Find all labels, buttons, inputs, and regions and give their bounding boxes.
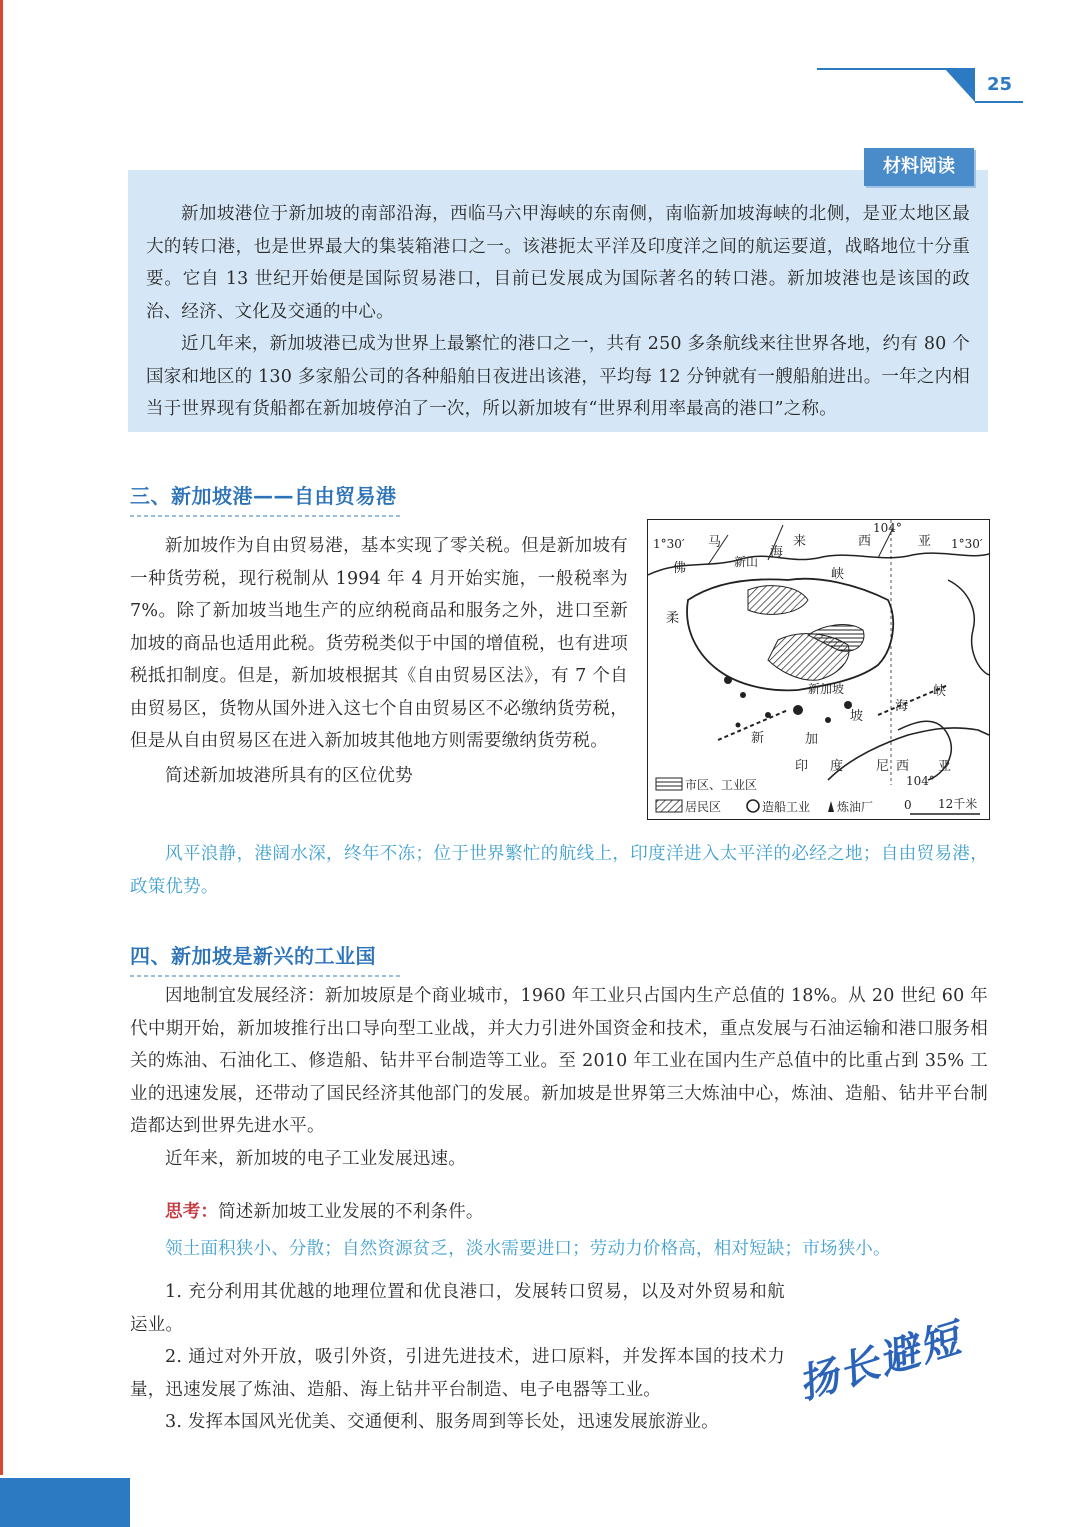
legend-urban-label: 市区、工业区 (685, 778, 758, 792)
bottom-corner-block (0, 1478, 130, 1527)
map-label-ya2: 亚 (938, 759, 952, 774)
map-lon-top: 104° (873, 521, 902, 535)
map-label-rou: 柔 (666, 611, 680, 626)
section-3-question: 简述新加坡港所具有的区位优势 (165, 765, 413, 786)
map-label-singapore: 新加坡 (808, 682, 845, 696)
map-label-po: 坡 (850, 709, 864, 724)
map-label-hai1: 海 (770, 545, 784, 560)
answer-item-1: 1. 充分利用其优越的地理位置和优良港口，发展转口贸易，以及对外贸易和航运业。 (130, 1282, 785, 1335)
malaysia-coastline (648, 553, 989, 575)
map-label-ni: 尼 (876, 759, 890, 774)
legend-residential-swatch (656, 800, 682, 812)
material-reading-box (128, 156, 988, 432)
think-answer: 领土面积狭小、分散；自然资源贫乏，淡水需要进口；劳动力价格高，相对短缺；市场狭小。 (165, 1238, 891, 1259)
map-label-ma: 马 (708, 535, 722, 550)
answer-item-3: 3. 发挥本国风光优美、交通便利、服务周到等长处，迅速发展旅游业。 (165, 1412, 719, 1432)
map-lat-right: 1°30′ (951, 537, 983, 551)
legend-refinery-label: 炼油厂 (837, 800, 874, 814)
legend-shipyard-label: 造船工业 (762, 800, 811, 814)
legend-urban-swatch (656, 778, 682, 790)
legend-residential-label: 居民区 (685, 800, 722, 814)
map-label-ya: 亚 (918, 534, 932, 549)
map-label-xi: 西 (858, 534, 872, 549)
section-4-body (130, 980, 988, 1175)
page-number: 25 (987, 74, 1013, 95)
left-edge-rule (0, 0, 3, 1475)
material-reading-tag: 材料阅读 (864, 148, 974, 186)
map-label-xia1: 峡 (831, 567, 845, 582)
map-label-xia2: 峡 (933, 684, 947, 699)
section-4-paragraph-2: 近年来，新加坡的电子工业发展迅速。 (165, 1148, 466, 1169)
map-label-fo: 佛 (673, 561, 687, 576)
section-3-answer (130, 838, 988, 903)
think-question: 简述新加坡工业发展的不利条件。 (218, 1202, 484, 1222)
map-lon-bottom: 104° (906, 774, 935, 788)
section-4-title: 四、新加坡是新兴的工业国 (130, 940, 400, 977)
map-label-jia: 加 (805, 732, 819, 747)
map-label-lai: 来 (793, 534, 807, 549)
material-paragraph-1: 新加坡港位于新加坡的南部沿海，西临马六甲海峡的东南侧，南临新加坡海峡的北侧，是亚太地区最大的转口港，也是世界最大的集装箱港口之一。该港扼太平洋及印度洋之间的航运要道，战略地位十分重要。它自 13 世纪开始便是国际贸易港口，目前已发展成为国际著名的转口港。新加坡港也是该国的政治、经济、文化及交通的中心。 (146, 204, 970, 322)
singapore-map (647, 519, 990, 820)
scale-km: 12千米 (938, 797, 978, 811)
map-label-hai2: 海 (895, 699, 909, 714)
refinery-icon (828, 801, 834, 812)
map-label-xin: 新 (751, 731, 765, 746)
section-3-paragraph: 新加坡作为自由贸易港，基本实现了零关税。但是新加坡有一种货劳税，现行税制从 1994 年 4 月开始实施，一般税率为 7%。除了新加坡当地生产的应纳税商品和服务之外，进口至新加坡的商品也适用此税。货劳税类似于中国的增值税，也有进项税抵扣制度。但是，新加坡根据其《自由贸易区法》，有 7 个自由贸易区，货物从国外进入这七个自由贸易区不必缴纳货劳税，但是从自由贸易区在进入新加坡其他地方则需要缴纳货劳税。 (130, 536, 628, 751)
think-block (130, 1196, 988, 1265)
shipyard-icon (747, 800, 759, 812)
map-lat-left: 1°30′ (653, 537, 685, 551)
map-label-xinshan: 新山 (734, 555, 759, 569)
answer-item-2: 2. 通过对外开放，吸引外资，引进先进技术，进口原料，并发挥本国的技术力量，迅速发展了炼油、造船、海上钻井平台制造、电子电器等工业。 (130, 1347, 785, 1400)
section-3-answer-text: 风平浪静，港阔水深，终年不冻；位于世界繁忙的航线上，印度洋进入太平洋的必经之地；自由贸易港，政策优势。 (130, 844, 988, 897)
section-4-paragraph-1: 因地制宜发展经济：新加坡原是个商业城市，1960 年工业只占国内生产总值的 18%。从 20 世纪 60 年代中期开始，新加坡推行出口导向型工业战，并大力引进外国资金和技术，重点发展与石油运输和港口服务相关的炼油、石油化工、修造船、钻井平台制造等工业。至 2010 年工业在国内生产总值中的比重占到 35% 工业的迅速发展，还带动了国民经济其他部门的发展。新加坡是世界第三大炼油中心，炼油、造船、钻井平台制造都达到世界先进水平。 (130, 986, 988, 1136)
page-header (815, 66, 1025, 108)
scale-zero: 0 (904, 798, 912, 812)
think-question-line (130, 1196, 988, 1229)
handwritten-stamp: 扬长避短 (792, 1314, 968, 1409)
section-3-title: 三、新加坡港——自由贸易港 (130, 480, 400, 517)
section-3-body (130, 530, 628, 792)
answer-list (130, 1276, 785, 1439)
think-label: 思考： (165, 1202, 219, 1222)
map-label-du: 度 (830, 759, 844, 774)
material-paragraph-2: 近几年来，新加坡港已成为世界上最繁忙的港口之一，共有 250 多条航线来往世界各地，约有 80 个国家和地区的 130 多家船公司的各种船舶日夜进出该港，平均每 12 分钟就有一艘船舶进出。一年之内相当于世界现有货船都在新加坡停泊了一次，所以新加坡有“世界利用率最高的港口”之称。 (146, 334, 970, 419)
map-label-xi2: 西 (896, 759, 910, 774)
map-label-yin: 印 (795, 759, 809, 774)
